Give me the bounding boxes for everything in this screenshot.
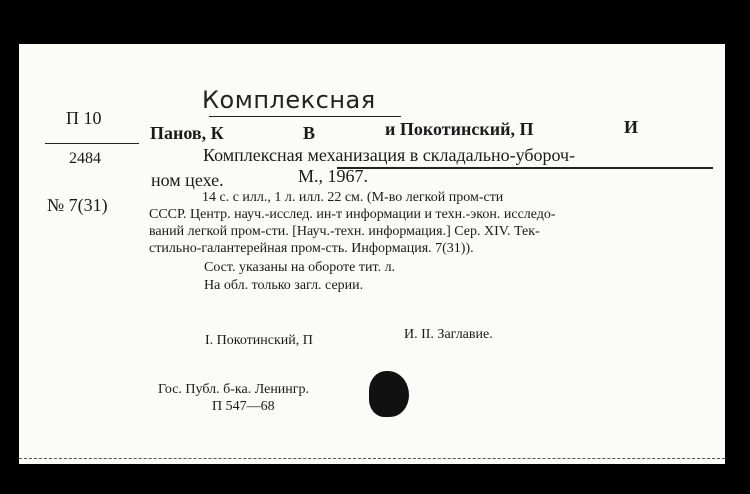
author-2: и Покотинский, П [385,119,534,139]
author-1: Панов, К [150,123,224,143]
tracing-2: И. II. Заглавие. [404,327,493,342]
author-2-initial: И [624,117,639,137]
shelfmark-issue: № 7(31) [47,195,108,215]
library-stamp [369,371,409,417]
imprint: М., 1967. [298,166,369,186]
library-name: Гос. Публ. б-ка. Ленингр. [158,382,310,397]
description-line-3: ваний легкой пром-сти. [Науч.-техн. информация.] Сер. XIV. Тек- [149,224,540,239]
handwritten-underline [209,116,401,117]
description-line-2: СССР. Центр. науч.-исслед. ин-т информации и техн.-экон. исследо- [149,207,556,222]
description-line-1: 14 с. с илл., 1 л. илл. 22 см. (М-во легкой пром-сти [202,190,504,205]
note-1: Сост. указаны на обороте тит. л. [204,260,396,275]
library-code: П 547—68 [212,399,275,414]
shelfmark-code: П 10 [66,108,102,128]
catalog-card [19,44,725,464]
description-line-4: стильно-галантерейная пром-сть. Информация. 7(31)). [149,241,474,256]
author-1-initial: В [303,123,316,143]
shelfmark-number: 2484 [69,150,101,167]
tracing-1: I. Покотинский, П [205,333,313,348]
title-line-2: ном цехе. [151,170,224,190]
card-bottom-edge [19,458,725,459]
handwritten-title: Комплексная [202,86,376,114]
shelfmark-divider [45,143,139,144]
title-line-1: Комплексная механизация в складально-убороч- [203,145,576,165]
title-underline [337,167,713,169]
note-2: На обл. только загл. серии. [204,278,364,293]
